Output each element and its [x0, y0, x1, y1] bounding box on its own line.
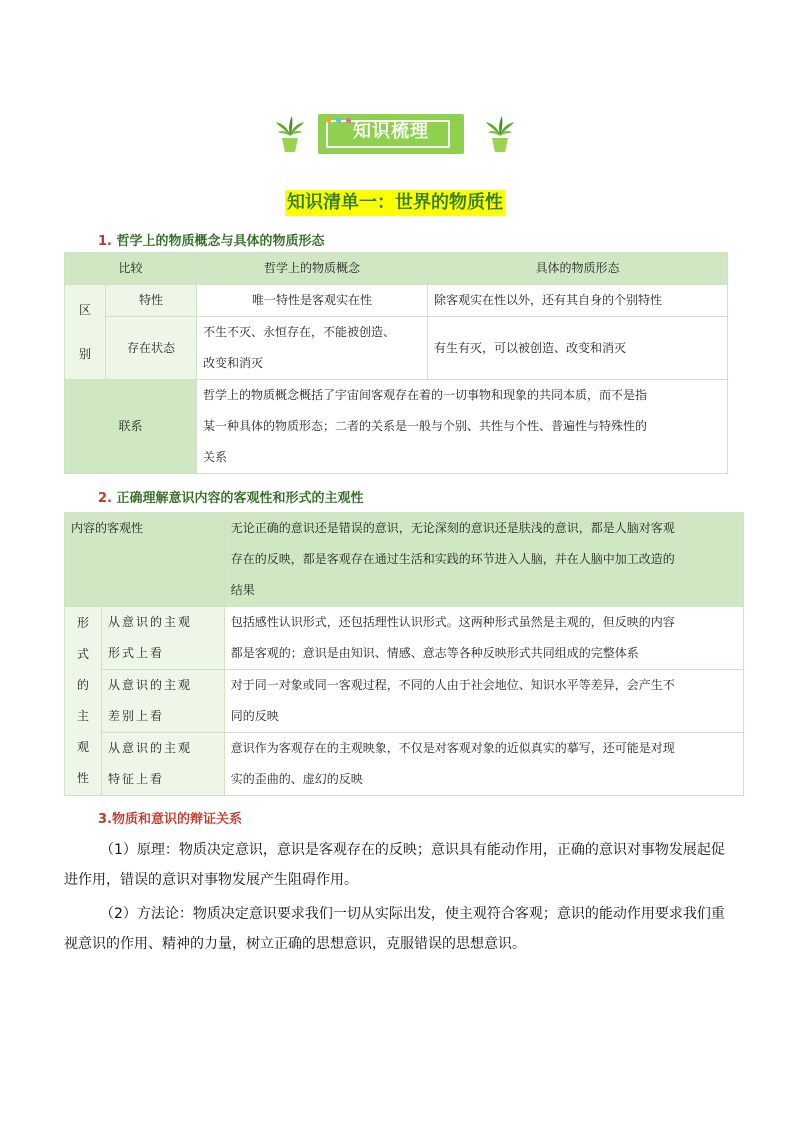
dot-decoration: [326, 118, 331, 123]
potted-plant-icon: [484, 114, 516, 154]
cell-feature: [224, 733, 743, 796]
row-label-objective: 内容的客观性: [65, 513, 225, 607]
cell-line: 意识作为客观存在的主观映象，不仅是对客观对象的近似真实的摹写，还可能是对现: [230, 741, 675, 755]
paragraph-methodology: [64, 899, 744, 959]
heading-2-number: 2.: [98, 491, 112, 506]
difference-label-char-2: 别: [78, 347, 91, 361]
paragraph-line: （1）原理：物质决定意识，意识是客观存在的反映；意识具有能动作用，正确的意识对事物发展起促: [100, 842, 725, 858]
difference-label-char-1: 区: [78, 303, 91, 317]
vertical-char: 主: [76, 709, 89, 723]
cell-concept-property: 唯一特性是客观实在性: [197, 285, 428, 317]
cell-line: 存在的反映，都是客观存在通过生活和实践的环节进入人脑，并在人脑中加工改造的: [230, 552, 675, 566]
paragraph-line: 进作用，错误的意识对事物发展产生阻碍作用。: [64, 872, 358, 888]
paragraph-principle: [64, 835, 744, 895]
cell-form: [224, 607, 743, 670]
banner-label: 知识梳理: [353, 121, 429, 142]
table-header-concrete: 具体的物质形态: [428, 253, 728, 285]
vertical-char: 形: [76, 616, 89, 630]
cell-concrete-existence: 有生有灭，可以被创造、改变和消灭: [428, 317, 728, 380]
cell-line: 从意识的主观: [108, 741, 193, 755]
cell-line: 关系: [203, 450, 228, 464]
cell-difference: [224, 670, 743, 733]
heading-2: [98, 487, 364, 506]
cell-concept-existence: [197, 317, 428, 380]
table-header-compare: 比较: [65, 253, 197, 285]
cell-line: 从意识的主观: [108, 678, 193, 692]
cell-line: 特征上看: [108, 772, 165, 786]
difference-label: [65, 285, 106, 380]
row-label-existence: 存在状态: [106, 317, 197, 380]
cell-line: 哲学上的物质概念概括了宇宙间客观存在着的一切事物和现象的共同本质，而不是指: [203, 388, 648, 402]
section-banner: [270, 108, 520, 158]
subjective-form-label: [65, 607, 102, 796]
cell-line: 对于同一对象或同一客观过程，不同的人由于社会地位、知识水平等差异，会产生不: [230, 678, 675, 692]
dot-decoration: [336, 118, 341, 123]
vertical-char: 式: [76, 647, 89, 661]
cell-line: 形式上看: [108, 646, 165, 660]
heading-2-text: 正确理解意识内容的客观性和形式的主观性: [116, 491, 364, 506]
heading-1-text: 哲学上的物质概念与具体的物质形态: [116, 234, 325, 249]
consciousness-table: [64, 512, 744, 796]
cell-connection: [197, 380, 728, 474]
heading-3: 3.物质和意识的辩证关系: [98, 812, 242, 827]
row-label-connection: 联系: [65, 380, 197, 474]
cell-line: 改变和消灭: [203, 356, 264, 370]
row-label-difference: [102, 670, 225, 733]
cell-objective: [224, 513, 743, 607]
cell-line: 某一种具体的物质形态；二者的关系是一般与个别、共性与个性、普遍性与特殊性的: [203, 419, 648, 433]
vertical-char: 观: [76, 740, 89, 754]
cell-line: 不生不灭、永恒存在，不能被创造、: [203, 325, 396, 339]
row-label-feature: [102, 733, 225, 796]
cell-line: 实的歪曲的、虚幻的反映: [230, 772, 363, 786]
potted-plant-icon: [274, 114, 306, 154]
row-label-form: [102, 607, 225, 670]
cell-line: 差别上看: [108, 709, 165, 723]
row-label-property: 特性: [106, 285, 197, 317]
cell-line: 都是客观的；意识是由知识、情感、意志等各种反映形式共同组成的完整体系: [230, 646, 639, 660]
section-title: 知识清单一：世界的物质性: [285, 190, 505, 216]
cell-line: 包括感性认识形式，还包括理性认识形式。这两种形式虽然是主观的，但反映的内容: [230, 615, 675, 629]
vertical-char: 性: [76, 771, 89, 785]
vertical-char: 的: [76, 678, 89, 692]
banner-dots: [326, 108, 356, 127]
heading-1: [98, 230, 325, 249]
dot-decoration: [346, 118, 351, 123]
cell-line: 无论正确的意识还是错误的意识，无论深刻的意识还是肤浅的意识，都是人脑对客观: [230, 521, 675, 535]
cell-line: 结果: [230, 583, 255, 597]
cell-line: 同的反映: [230, 709, 279, 723]
paragraph-line: 视意识的作用、精神的力量，树立正确的思想意识，克服错误的思想意识。: [64, 936, 526, 952]
paragraph-line: （2）方法论：物质决定意识要求我们一切从实际出发，使主观符合客观；意识的能动作用要求我们重: [100, 906, 725, 922]
cell-concrete-property: 除客观实在性以外，还有其自身的个别特性: [428, 285, 728, 317]
table-header-concept: 哲学上的物质概念: [197, 253, 428, 285]
heading-1-number: 1.: [98, 234, 112, 249]
cell-line: 从意识的主观: [108, 615, 193, 629]
matter-comparison-table: [64, 252, 728, 474]
